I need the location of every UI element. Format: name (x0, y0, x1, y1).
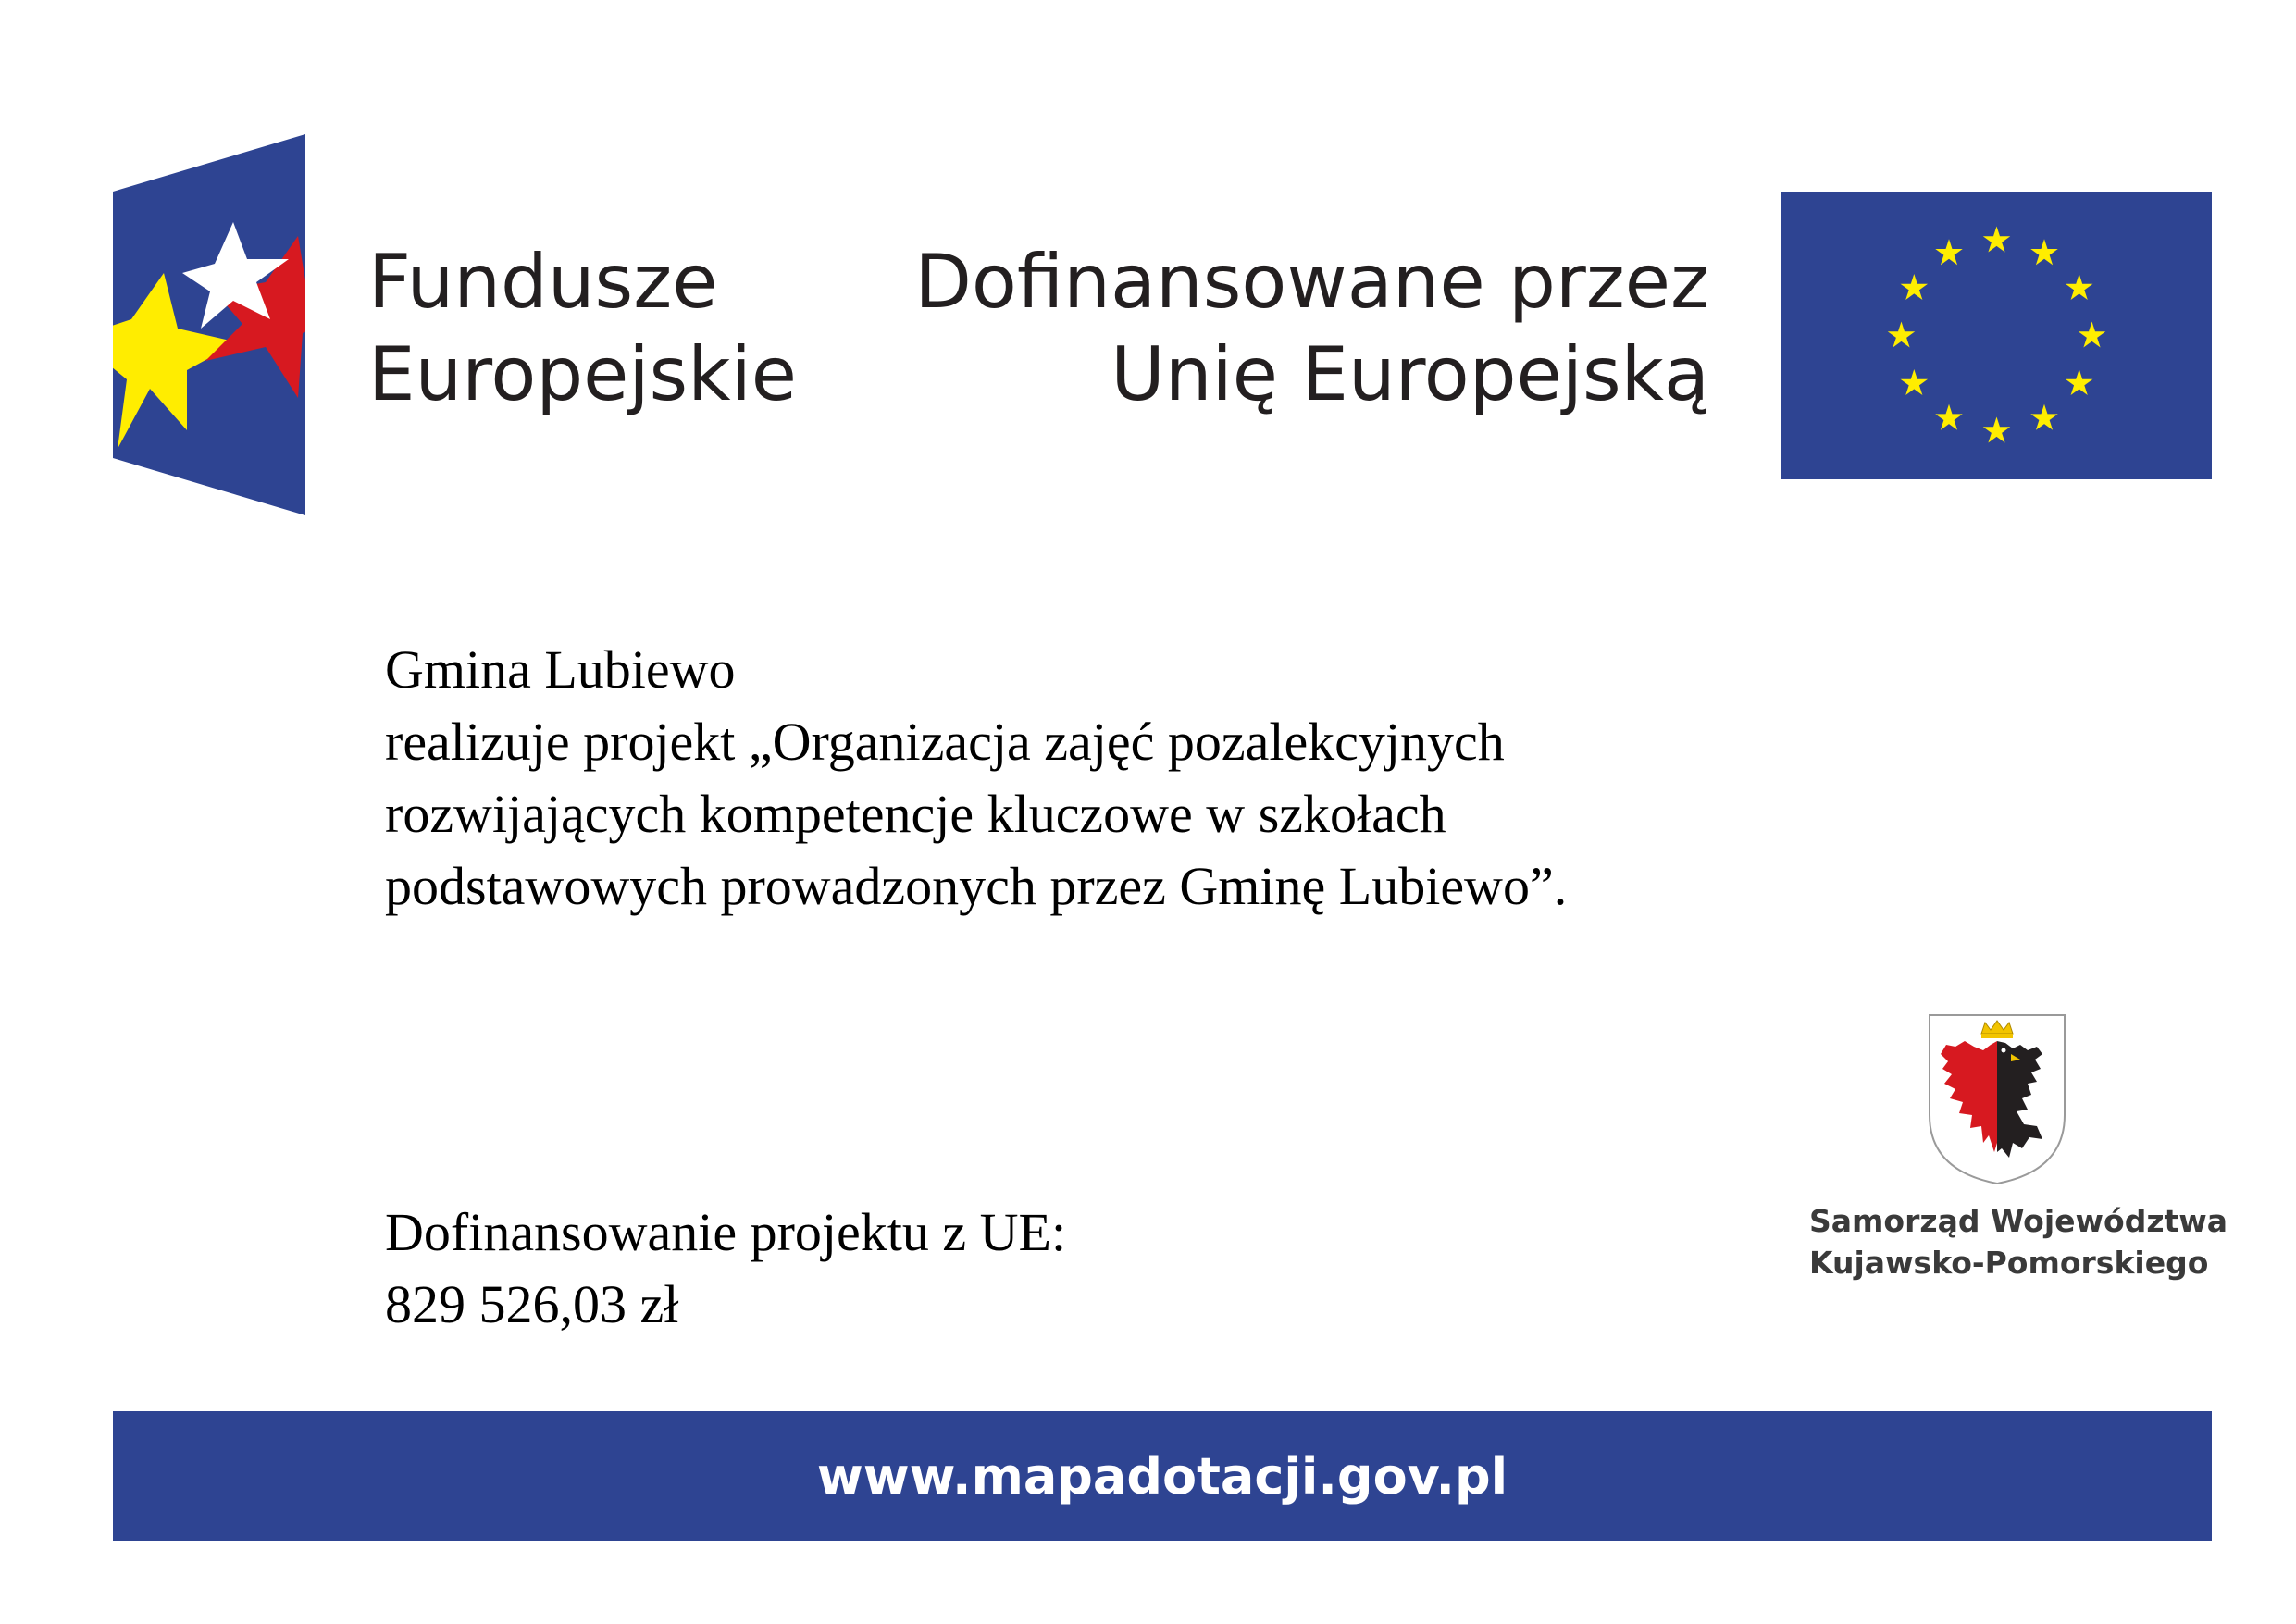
funding-label: Dofinansowanie projektu z UE: (385, 1202, 1067, 1262)
region-line2: Kujawsko-Pomorskiego (1809, 1245, 2209, 1281)
eu-line2: Unię Europejską (1111, 331, 1709, 417)
project-line1: Gmina Lubiewo (385, 639, 736, 700)
fe-line1: Fundusze (368, 239, 718, 325)
fundusze-europejskie-text (368, 236, 797, 421)
project-description (385, 634, 1567, 923)
footer-url[interactable]: www.mapadotacji.gov.pl (816, 1446, 1508, 1506)
coat-of-arms-icon (1928, 1013, 2066, 1185)
footer-bar (113, 1411, 2212, 1541)
project-line4: podstawowych prowadzonych przez Gminę Lubiewo”. (385, 856, 1568, 916)
region-line1: Samorząd Województwa (1809, 1203, 2228, 1239)
funding-info (385, 1196, 1066, 1341)
project-line2: realizuje projekt „Organizacja zajęć pozalekcyjnych (385, 712, 1505, 772)
eu-cofinanced-text (914, 236, 1709, 421)
region-name (1809, 1200, 2228, 1283)
eu-line1: Dofinansowane przez (914, 239, 1709, 325)
funding-amount: 829 526,03 zł (385, 1274, 679, 1334)
fundusze-europejskie-logo (113, 134, 305, 515)
fe-line2: Europejskie (368, 331, 798, 417)
eu-flag-icon (1781, 192, 2212, 479)
project-line3: rozwijających kompetencje kluczowe w szkołach (385, 784, 1446, 844)
